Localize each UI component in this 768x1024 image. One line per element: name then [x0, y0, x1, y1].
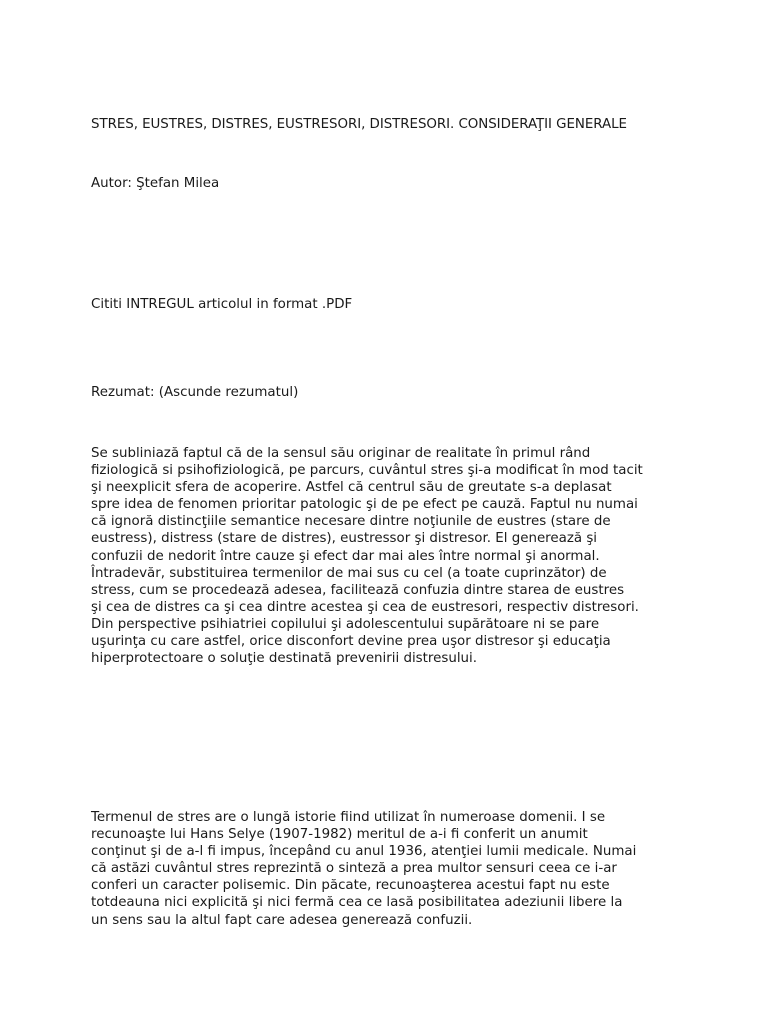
author-line: Autor: Ştefan Milea — [91, 176, 220, 191]
summary-toggle[interactable]: Rezumat: (Ascunde rezumatul) — [91, 385, 299, 400]
text-line: fiziologică si psihofiziologică, pe parcurs, cuvântul stres şi-a modificat în mod tacit — [91, 463, 643, 479]
text-line: Se subliniază faptul că de la sensul său originar de realitate în primul rând — [91, 446, 591, 461]
text-line: conferi un caracter polisemic. Din păcate, recunoaşterea acestui fapt nu este — [91, 878, 610, 894]
text-line: şi neexplicit sfera de acoperire. Astfel că centrul său de greutate s-a deplasat — [91, 480, 612, 496]
text-line: uşurinţa cu care astfel, orice disconfort devine prea uşor distresor şi educaţia — [91, 634, 611, 650]
text-line: Din perspective psihiatriei copilului şi adolescentului supărătoare ni se pare — [91, 616, 600, 632]
text-line: că astăzi cuvântul stres reprezintă o sinteză a prea multor sensuri ceea ce i-ar — [91, 861, 617, 877]
document-title: STRES, EUSTRES, DISTRES, EUSTRESORI, DISTRESORI. CONSIDERAŢII GENERALE — [91, 117, 627, 132]
text-line: conţinut şi de a-l fi impus, începând cu anul 1936, atenţiei lumii medicale. Numai — [91, 844, 637, 860]
summary-paragraph — [91, 445, 701, 667]
body-paragraph — [91, 809, 701, 929]
text-line: stress, cum se procedează adesea, facilitează confuzia dintre starea de eustres — [91, 582, 625, 598]
text-line: hiperprotectoare o soluţie destinată prevenirii distresului. — [91, 651, 478, 667]
text-line: totdeauna nici explicită şi nici fermă cea ce lasă posibilitatea adeziunii libere la — [91, 895, 623, 911]
text-line: Întradevăr, substituirea termenilor de mai sus cu cel (a toate cuprinzător) de — [91, 565, 607, 581]
text-line: şi cea de distres ca şi cea dintre acestea şi cea de eustresori, respectiv distresori. — [91, 599, 639, 615]
pdf-link[interactable]: Cititi INTREGUL articolul in format .PDF — [91, 297, 353, 312]
text-line: eustress), distress (stare de distres), eustressor şi distresor. El generează şi — [91, 531, 598, 547]
text-line: că ignoră distincţiile semantice necesare dintre noţiunile de eustres (stare de — [91, 514, 611, 530]
text-line: confuzii de nedorit între cauze şi efect dar mai ales între normal şi anormal. — [91, 548, 600, 564]
text-line: un sens sau la altul fapt care adesea generează confuzii. — [91, 912, 473, 928]
text-line: Termenul de stres are o lungă istorie fiind utilizat în numeroase domenii. I se — [91, 810, 606, 825]
text-line: spre idea de fenomen prioritar patologic şi de pe efect pe cauză. Faptul nu numai — [91, 497, 638, 513]
text-line: recunoaşte lui Hans Selye (1907-1982) meritul de a-i fi conferit un anumit — [91, 827, 588, 843]
